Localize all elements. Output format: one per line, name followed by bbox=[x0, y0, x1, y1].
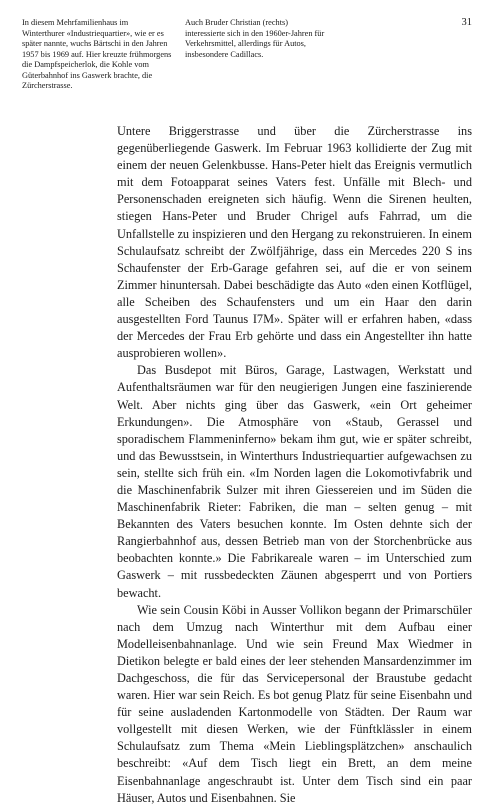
body-paragraph: Wie sein Cousin Köbi in Ausser Vollikon begann der Primarschüler nach dem Umzug nach Winterthur mit dem Aufbau einer Modelleisenbahnanlage. Und wie sein Freund Max Wiedmer in Dietikon belegte er bald eines der leer stehenden Mansardenzimmer im Dachgeschoss, die für das Servicepersonal der Braustube gedacht waren. Hier war sein Reich. Es bot genug Platz für seine Eisenbahn und für seine ausladenden Kartonmodelle von Städten. Der Raum war vollgestellt mit diesen Werken, wie der Fünftklässler in einem Schulaufsatz zum Thema «Mein Lieblingsplätzchen» anschaulich beschreibt: «Auf dem Tisch liegt ein Brett, an dem meine Eisenbahnanlage angeschraubt ist. Unter dem Tisch sind ein paar Häuser, Autos und Eisenbahnen. Sie bbox=[117, 602, 472, 805]
body-paragraph: Das Busdepot mit Büros, Garage, Lastwagen, Werkstatt und Aufenthaltsräumen war für den neugierigen Jungen eine faszinierende Welt. Aber nichts ging über das Gaswerk, «ein Ort geheimer Erkundungen». Die Atmosphäre von «Staub, Gerassel und sporadischem Flammeninferno» bekam ihm gut, wie er später schreibt, und das Bewusstsein, in Winterthurs Industriequartier aufgewachsen zu sein, stellte sich früh ein. «Im Norden lagen die Lokomotivfabrik und die Maschinenfabrik Sulzer mit ihren Giessereien und im Süden die Maschinenfabrik Rieter: Fabriken, die man – selten genug – mit Bekannten des Vaters besuchen konnte. Im Osten dehnte sich der Rangierbahnhof aus, dessen Betrieb man von der Storchenbrücke aus beobachten konnte.» Die Fabrikareale waren – im Unterschied zum Gaswerk – mit russbedeckten Zäunen abgesperrt und von Portiers bewacht. bbox=[117, 363, 472, 600]
photo-caption-right: Auch Bruder Christian (rechts) interessierte sich in den 1960er-Jahren für Verkehrsmittel, allerdings für Autos, insbesondere Cadillacs. bbox=[185, 18, 325, 59]
body-text bbox=[117, 123, 472, 807]
photo-caption-left: In diesem Mehrfamilienhaus im Winterthurer «Industriequartier», wie er es später nannte, wuchs Bärtschi in den Jahren 1957 bis 1969 auf. Hier kreuzte frühmorgens die Dampfspeicherlok, die Kohle vom Güterbahnhof ins Gaswerk brachte, die Zürcherstrasse. bbox=[22, 18, 172, 90]
body-paragraph: Untere Briggerstrasse und über die Zürcherstrasse ins gegenüberliegende Gaswerk. Im Februar 1963 kollidierte der Zug mit einem der neuen Gelenkbusse. Hans-Peter hielt das Ereignis vermutlich mit dem Fotoapparat seines Vaters fest. Unfälle mit Blech- und Personenschaden ereigneten sich häufig. Wenn die Sirenen heulten, stiegen Hans-Peter und Bruder Chrigel aufs Fahrrad, um die Unfallstelle zu inspizieren und den Hergang zu rekonstruieren. In einem Schulaufsatz schreibt der Zwölfjährige, dass ein Mercedes 220 S ins Schaufenster der Erb-Garage gefahren sei, auf die er von seinem Zimmer hinuntersah. Dabei beschädigte das Auto «den einen Kotflügel, alle Scheiben des Schaufensters und um ein Haar den darin ausgestellten Ford Taunus I7M». Später will er erfahren haben, «dass der Mercedes der Frau Erb gehörte und dass ein Angestellter ihn hatte ausprobieren wollen». bbox=[117, 124, 472, 361]
page-number: 31 bbox=[461, 17, 472, 28]
